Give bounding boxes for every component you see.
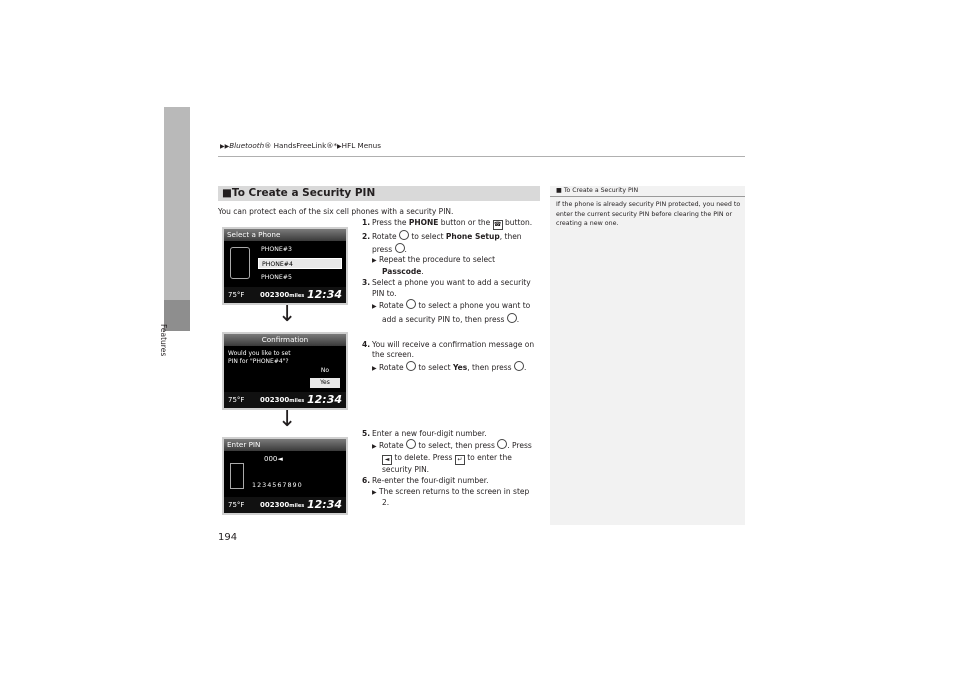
selector-knob-icon <box>406 361 416 371</box>
screen-title: Enter PIN <box>224 439 346 451</box>
header-rule <box>218 156 745 157</box>
list-item: PHONE#5 <box>261 274 292 281</box>
note-body: If the phone is already security PIN protected, you need to enter the current security PIN before clearing the PIN or creating a new one. <box>556 201 741 228</box>
status-bar <box>224 392 346 408</box>
odometer: 002300miles <box>260 291 305 299</box>
step-4: 4. You will receive a confirmation message on <box>362 339 535 349</box>
screen-enter-pin <box>222 437 348 515</box>
enter-icon: ↵ <box>455 455 465 465</box>
step-2: 2. Rotate to select Phone Setup, then <box>362 232 522 241</box>
digit-selector: 1234567890 <box>252 481 303 489</box>
status-bar <box>224 497 346 513</box>
step-5: 5. Enter a new four-digit number. <box>362 428 487 438</box>
note-box <box>550 186 745 525</box>
odometer: 002300miles <box>260 396 305 404</box>
note-title: ■ To Create a Security PIN <box>556 187 639 194</box>
selector-knob-icon <box>497 439 507 449</box>
delete-icon: ◄ <box>382 455 392 465</box>
down-arrow-icon: ↓ <box>278 407 297 432</box>
note-rule <box>550 196 745 197</box>
down-arrow-icon: ↓ <box>278 302 297 327</box>
confirmation-message: Would you like to set PIN for "PHONE#4"? <box>228 350 291 365</box>
yes-option: Yes <box>310 378 340 388</box>
selector-knob-icon <box>406 299 416 309</box>
phone-button-icon: ☎ <box>493 221 502 228</box>
temperature: 75°F <box>228 501 245 509</box>
screen-confirmation <box>222 332 348 410</box>
section-heading: ■To Create a Security PIN <box>222 187 376 199</box>
breadcrumb: ▶▶Bluetooth® HandsFreeLink®*▶HFL Menus <box>220 141 381 150</box>
intro-text: You can protect each of the six cell phones with a security PIN. <box>218 207 454 216</box>
screen-title: Confirmation <box>224 334 346 346</box>
selector-knob-icon <box>507 313 517 323</box>
chapter-tab <box>164 107 190 331</box>
no-option: No <box>320 367 330 374</box>
temperature: 75°F <box>228 291 245 299</box>
list-item: PHONE#3 <box>261 246 292 253</box>
list-item-selected: PHONE#4 <box>258 258 342 269</box>
breadcrumb-part-1: Bluetooth <box>229 141 265 150</box>
steps: 1. Press the PHONE button or the ☎ button. 2. Rotate to select Phone Setup, then press . ▶ Repeat the procedure to select Passcode. 3. Select a phone you want to add a security PIN to. ▶ Rotate to select a phone you want to add a security PIN to, then press . 4. You will receive a confirmation message on the screen. ▶ Rotate to select Yes, then press . 5. Enter a new four-digit number. ▶ Rotate to select, then press . Press ◄ to delete. Press ↵ to enter the security PIN. 6. Re-enter the four-digit number. ▶ The screen returns to the screen in step 2. <box>362 218 542 509</box>
pin-value: 000◄ <box>264 455 283 463</box>
step-3: 3. Select a phone you want to add a security <box>362 277 531 287</box>
selector-knob-icon <box>395 243 405 253</box>
clock: 12:34 <box>306 393 342 406</box>
clock: 12:34 <box>306 498 342 511</box>
chapter-tab-label: Features <box>159 324 168 357</box>
phone-icon <box>230 463 244 489</box>
step-6: 6. Re-enter the four-digit number. <box>362 475 489 485</box>
clock: 12:34 <box>306 288 342 301</box>
screen-title: Select a Phone <box>224 229 346 241</box>
phone-icon <box>230 247 250 279</box>
step-1: 1. Press the PHONE button or the ☎ button. <box>362 218 533 228</box>
status-bar <box>224 287 346 303</box>
selector-knob-icon <box>514 361 524 371</box>
temperature: 75°F <box>228 396 245 404</box>
selector-knob-icon <box>406 439 416 449</box>
odometer: 002300miles <box>260 501 305 509</box>
screen-select-phone <box>222 227 348 305</box>
page-number: 194 <box>218 532 238 543</box>
breadcrumb-part-2: HFL Menus <box>341 141 381 150</box>
selector-knob-icon <box>399 230 409 240</box>
